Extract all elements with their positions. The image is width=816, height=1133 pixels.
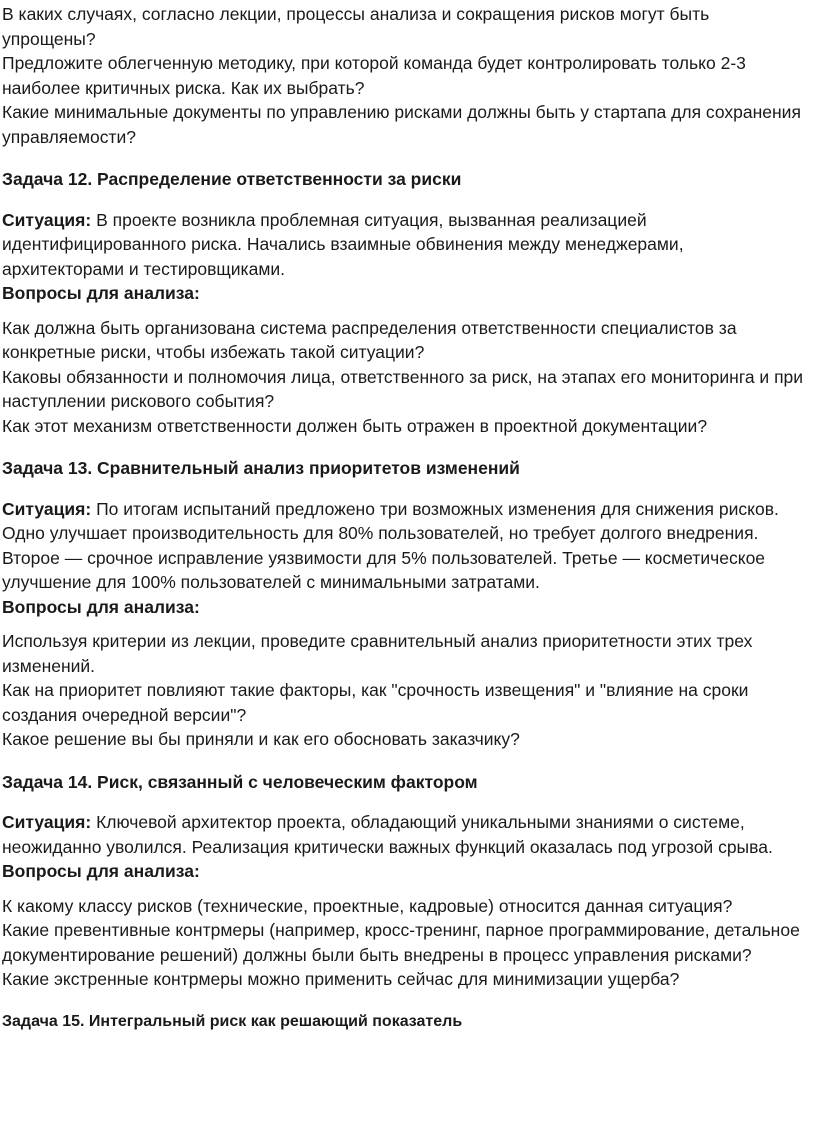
question-item: В каких случаях, согласно лекции, процессы анализа и сокращения рисков могут быть упрощены? (2, 4, 710, 49)
task-title: Задача 13. Сравнительный анализ приоритетов изменений (2, 458, 520, 478)
situation-text: По итогам испытаний предложено три возможных изменения для снижения рисков. Одно улучшает производительность для 80% пользователей, но требует долгого внедрения. Второе — срочное исправление уязвимости для 5% пользователей. Третье — косметическое улучшение для 100% пользователей с минимальными затратами. (2, 498, 779, 592)
situation-paragraph (2, 208, 806, 282)
question-item: Предложите облегченную методику, при которой команда будет контролировать только 2-3 наиболее критичных риска. Как их выбрать? (2, 53, 746, 98)
situation-text: Ключевой архитектор проекта, обладающий уникальными знаниями о системе, неожиданно уволился. Реализация критически важных функций оказалась под угрозой срыва. (2, 812, 773, 857)
question-item: Как на приоритет повлияют такие факторы, как "срочность извещения" и "влияние на сроки создания очередной версии"? (2, 680, 749, 725)
task-13 (2, 456, 806, 752)
question-item: Какое решение вы бы приняли и как его обосновать заказчику? (2, 729, 520, 749)
task-title: Задача 15. Интегральный риск как решающий показатель (2, 1012, 463, 1030)
question-item: Какие превентивные контрмеры (например, кросс-тренинг, парное программирование, детальное документирование решений) должны были быть внедрены в процесс управления рисками? (2, 920, 800, 965)
questions-header: Вопросы для анализа: (2, 861, 200, 881)
situation-paragraph (2, 810, 806, 859)
intro-questions (2, 2, 806, 149)
question-item: Какие минимальные документы по управлению рисками должны быть у стартапа для сохранения управляемости? (2, 102, 801, 147)
task-title: Задача 14. Риск, связанный с человеческим фактором (2, 771, 478, 792)
task-12 (2, 167, 806, 438)
question-item: Как должна быть организована система распределения ответственности специалистов за конкретные риски, чтобы избежать такой ситуации? (2, 317, 737, 362)
questions-header: Вопросы для анализа: (2, 283, 200, 303)
situation-paragraph (2, 497, 806, 595)
question-item: Каковы обязанности и полномочия лица, ответственного за риск, на этапах его мониторинга и при наступлении рискового события? (2, 366, 804, 411)
task-title: Задача 12. Распределение ответственности за риски (2, 169, 462, 189)
question-item: Используя критерии из лекции, проведите сравнительный анализ приоритетности этих трех изменений. (2, 631, 753, 676)
task-14 (2, 770, 806, 992)
situation-text: В проекте возникла проблемная ситуация, вызванная реализацией идентифицированного риска. Начались взаимные обвинения между менеджерами, архитекторами и тестировщиками. (2, 209, 684, 279)
situation-label: Ситуация: (2, 498, 92, 519)
situation-label: Ситуация: (2, 209, 92, 230)
question-item: К какому классу рисков (технические, проектные, кадровые) относится данная ситуация? (2, 895, 733, 916)
question-item: Как этот механизм ответственности должен быть отражен в проектной документации? (2, 415, 708, 436)
question-item: Какие экстренные контрмеры можно применить сейчас для минимизации ущерба? (2, 969, 680, 989)
situation-label: Ситуация: (2, 812, 92, 832)
questions-header: Вопросы для анализа: (2, 596, 200, 617)
